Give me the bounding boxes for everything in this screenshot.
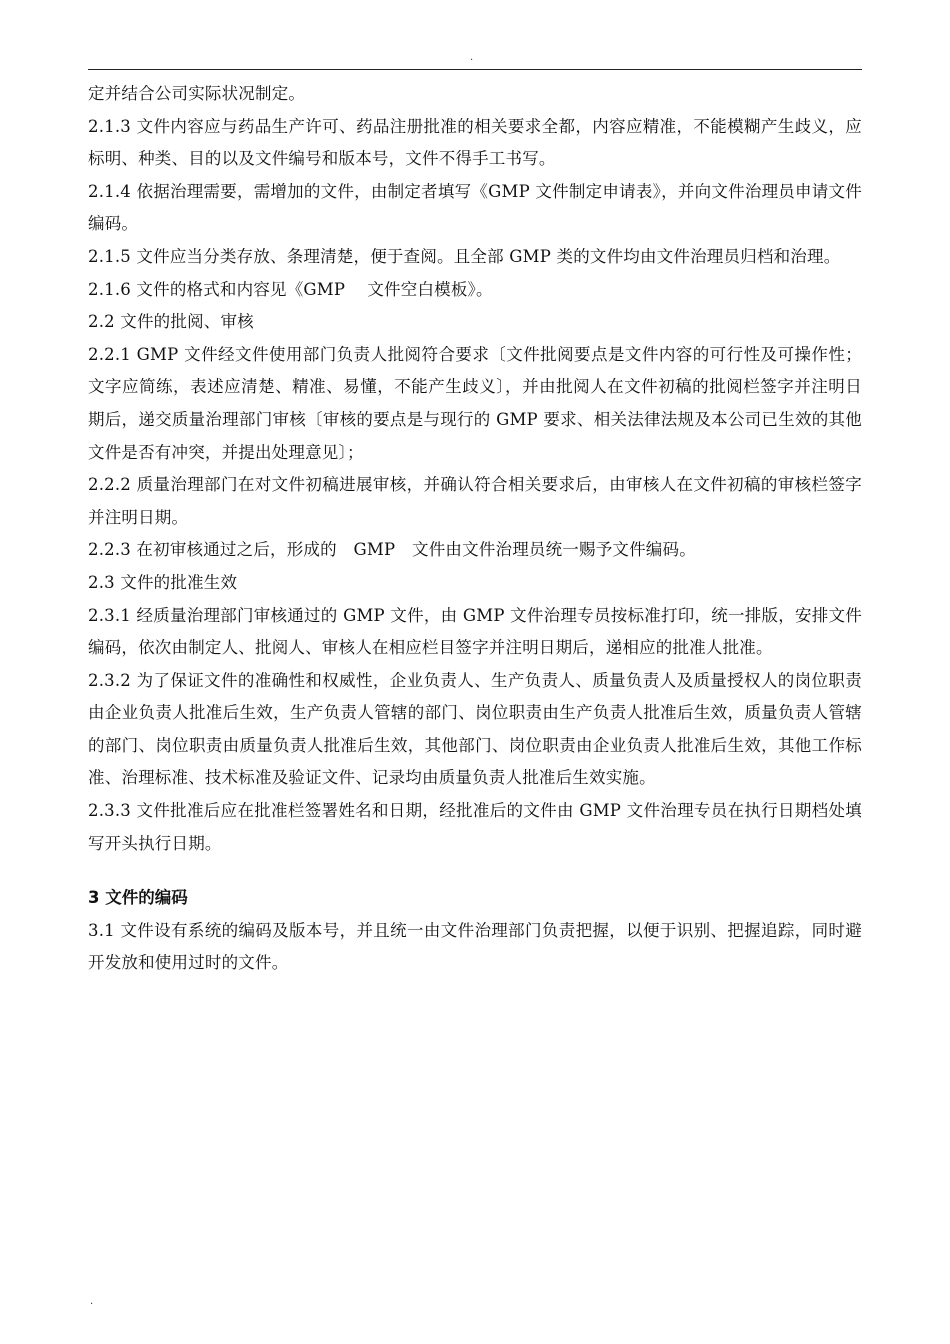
paragraph-2-1-5: 2.1.5 文件应当分类存放、条理清楚，便于查阅。且全部 GMP 类的文件均由文件治理员归档和治理。 — [88, 246, 841, 266]
paragraph-2-3-2: 2.3.2 为了保证文件的准确性和权威性，企业负责人、生产负责人、质量负责人及质量授权人的岗位职责由企业负责人批准后生效，生产负责人管辖的部门、岗位职责由生产负责人批准后生效，质量负责人管辖的部门、岗位职责由质量负责人批准后生效，其他部门、岗位职责由企业负责人批准后生效，其他工作标准、治理标准、技术标准及验证文件、记录均由质量负责人批准后生效实施。 — [88, 670, 862, 788]
header-mark: . — [470, 52, 474, 63]
paragraph-2-1-6: 2.1.6 文件的格式和内容见《GMP 文件空白模板》。 — [88, 279, 493, 299]
paragraph-2-3-1: 2.3.1 经质量治理部门审核通过的 GMP 文件，由 GMP 文件治理专员按标准打印，统一排版，安排文件编码，依次由制定人、批阅人、审核人在相应栏目签字并注明日期后，递相应的批准人批准。 — [88, 605, 862, 658]
footer-mark: . — [90, 1296, 94, 1307]
subheading-2-3: 2.3 文件的批准生效 — [88, 572, 238, 592]
paragraph-2-1-3: 2.1.3 文件内容应与药品生产许可、药品注册批准的相关要求全都，内容应精准，不能模糊产生歧义，应标明、种类、目的以及文件编号和版本号，文件不得手工书写。 — [88, 116, 862, 169]
paragraph-2-2-2: 2.2.2 质量治理部门在对文件初稿进展审核，并确认符合相关要求后，由审核人在文件初稿的审核栏签字并注明日期。 — [88, 475, 862, 527]
header-rule — [88, 69, 862, 70]
subheading-2-2: 2.2 文件的批阅、审核 — [88, 312, 254, 332]
paragraph-2-3-3: 2.3.3 文件批准后应在批准栏签署姓名和日期，经批准后的文件由 GMP 文件治理专员在执行日期档处填写开头执行日期。 — [88, 801, 862, 853]
paragraph-2-1-4: 2.1.4 依据治理需要，需增加的文件，由制定者填写《GMP 文件制定申请表》，并向文件治理员申请文件编码。 — [88, 181, 862, 234]
document-body — [88, 78, 862, 980]
paragraph-2-2-1: 2.2.1 GMP 文件经文件使用部门负责人批阅符合要求〔文件批阅要点是文件内容的可行性及可操作性；文字应简练，表述应清楚、精准、易懂，不能产生歧义〕，并由批阅人在文件初稿的批阅栏签字并注明日期后，递交质量治理部门审核〔审核的要点是与现行的 GMP 要求、相关法律法规及本公司已生效的其他文件是否有冲突，并提出处理意见〕； — [88, 344, 862, 462]
paragraph-3-1: 3.1 文件设有系统的编码及版本号，并且统一由文件治理部门负责把握，以便于识别、把握追踪，同时避开发放和使用过时的文件。 — [88, 920, 862, 973]
paragraph-2-2-3: 2.2.3 在初审核通过之后，形成的 GMP 文件由文件治理员统一赐予文件编码。 — [88, 540, 696, 560]
paragraph-continuation: 定并结合公司实际状况制定。 — [88, 84, 306, 103]
section-heading-3: 3 文件的编码 — [88, 888, 188, 908]
